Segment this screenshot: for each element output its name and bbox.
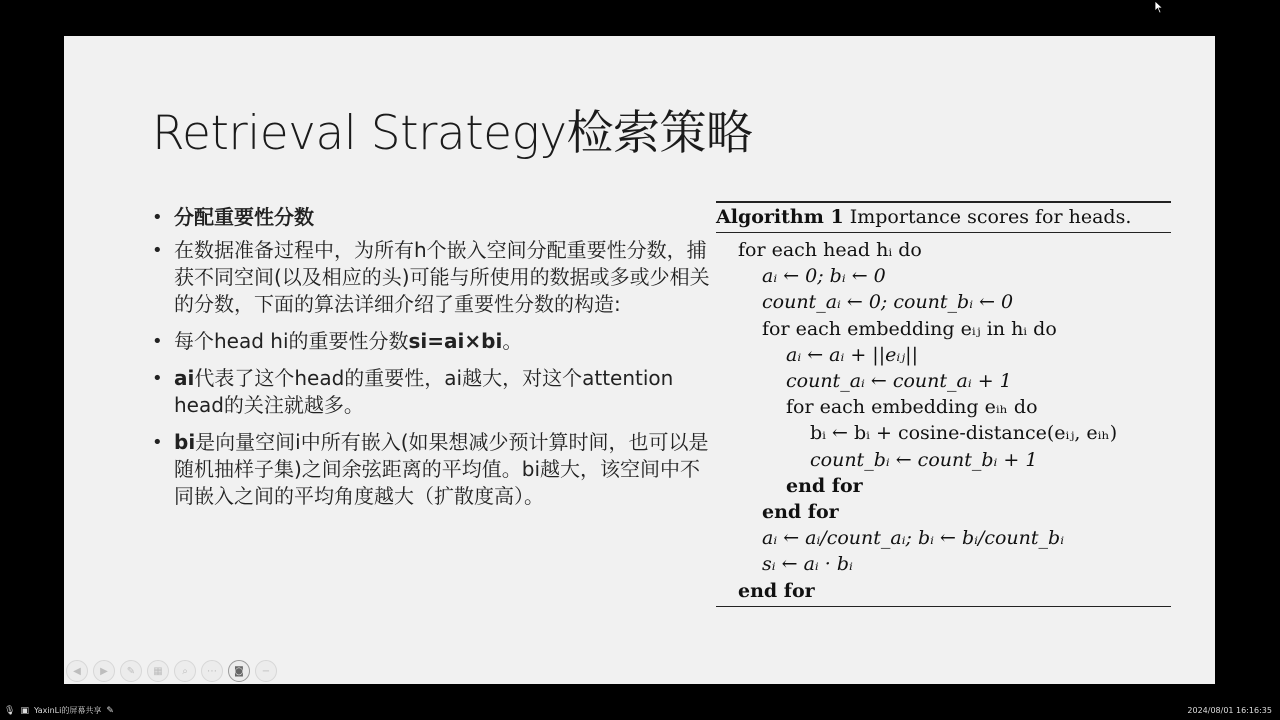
algorithm-line: for each embedding eᵢₕ do [786, 396, 1038, 419]
rule-bottom [716, 606, 1171, 607]
taskbar [0, 702, 1280, 720]
zoom-icon[interactable]: ⌕ [174, 660, 196, 682]
algorithm-line: for each embedding eᵢⱼ in hᵢ do [762, 317, 1057, 340]
algorithm-line: count_aᵢ ← 0; count_bᵢ ← 0 [762, 291, 1014, 314]
bullet-item [150, 237, 710, 318]
bullet-text: 是向量空间i中所有嵌入(如果想减少预计算时间，也可以是随机抽样子集)之间余弦距离的平均值。bi越大，该空间中不同嵌入之间的平均角度越大（扩散度高）。 [174, 430, 709, 508]
bullet-text: 每个head hi的重要性分数 [174, 329, 409, 353]
bullet-item [150, 204, 710, 231]
algorithm-line: for each head hᵢ do [738, 239, 922, 261]
mouse-cursor-icon [1154, 0, 1164, 14]
timestamp: 2024/08/01 16:16:35 [1187, 706, 1272, 715]
bullet-list [150, 204, 710, 520]
algorithm-body [716, 233, 1171, 604]
share-indicator [4, 705, 114, 716]
algorithm-line: sᵢ ← aᵢ · bᵢ [762, 553, 853, 576]
algorithm-line: end for [762, 501, 839, 524]
algorithm-line: bᵢ ← bᵢ + cosine-distance(eᵢⱼ, eᵢₕ) [810, 422, 1118, 445]
algorithm-line: count_bᵢ ← count_bᵢ + 1 [810, 448, 1038, 471]
algorithm-line: aᵢ ← aᵢ/count_aᵢ; bᵢ ← bᵢ/count_bᵢ [762, 527, 1065, 550]
bullet-text: 代表了这个head的重要性，ai越大，对这个attention head的关注就越多。 [174, 366, 674, 417]
prev-icon[interactable]: ◀ [66, 660, 88, 682]
presentation-slide [64, 36, 1215, 684]
algorithm-box [716, 201, 1171, 607]
share-label: YaxinLi的屏幕共享 [33, 706, 102, 715]
bullet-text: 在数据准备过程中，为所有h个嵌入空间分配重要性分数，捕获不同空间(以及相应的头)可能与所使用的数据或多或少相关的分数，下面的算法详细介绍了重要性分数的构造: [174, 238, 710, 316]
microphone-icon[interactable]: 🎙 [4, 705, 16, 716]
camera-icon[interactable]: ◙ [228, 660, 250, 682]
bullet-text: 。 [502, 329, 523, 353]
algorithm-caption: Importance scores for heads. [849, 206, 1132, 228]
slide-title: Retrieval Strategy检索策略 [152, 106, 753, 161]
algorithm-line: aᵢ ← aᵢ + ||eᵢⱼ|| [786, 343, 918, 366]
minus-icon[interactable]: − [255, 660, 277, 682]
algorithm-line: end for [786, 474, 863, 497]
algorithm-line: end for [738, 579, 815, 602]
next-icon[interactable]: ▶ [93, 660, 115, 682]
slides-icon[interactable]: ▦ [147, 660, 169, 682]
algorithm-header [716, 203, 1171, 232]
screen-share-icon[interactable]: ▣ [20, 705, 29, 716]
bullet-term: ai [174, 366, 195, 390]
bullet-item [150, 365, 710, 419]
more-icon[interactable]: ⋯ [201, 660, 223, 682]
bullet-item [150, 328, 710, 355]
algorithm-line: count_aᵢ ← count_aᵢ + 1 [786, 370, 1012, 393]
bullet-formula: si=ai×bi [408, 329, 503, 353]
pen-icon[interactable]: ✎ [120, 660, 142, 682]
slideshow-toolbar [66, 660, 277, 682]
algorithm-label: Algorithm 1 [716, 206, 844, 228]
bullet-term: bi [174, 430, 196, 454]
bullet-text: 分配重要性分数 [174, 205, 314, 229]
bullet-item [150, 429, 710, 510]
algorithm-line: aᵢ ← 0; bᵢ ← 0 [762, 265, 886, 288]
edit-icon[interactable]: ✎ [106, 705, 114, 716]
